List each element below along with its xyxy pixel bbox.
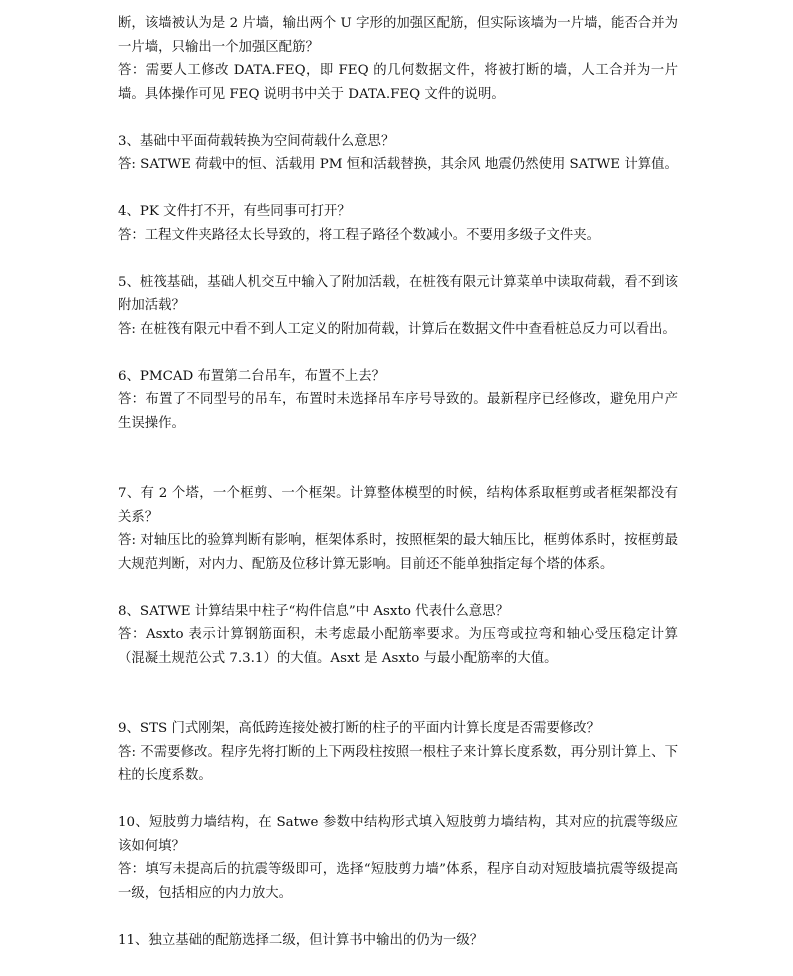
- question-text: 7、有 2 个塔，一个框剪、一个框架。计算整体模型的时候，结构体系取框剪或者框架都没有关系？: [118, 486, 678, 525]
- qa-block-11: [118, 929, 678, 953]
- answer-text: 答：工程文件夹路径太长导致的，将工程子路径个数减小。不要用多级子文件夹。: [118, 227, 601, 243]
- question-text: 6、PMCAD 布置第二台吊车，布置不上去？: [118, 368, 386, 384]
- question-text: 8、SATWE 计算结果中柱子“构件信息”中 Asxto 代表什么意思？: [118, 603, 509, 619]
- qa-block-8: [118, 600, 678, 671]
- qa-block-10: [118, 811, 678, 905]
- answer-text: 答: 在桩筏有限元中看不到人工定义的附加荷载，计算后在数据文件中查看桩总反力可以看出。: [118, 321, 676, 337]
- qa-block-9: [118, 717, 678, 788]
- question-text: 10、短肢剪力墙结构，在 Satwe 参数中结构形式填入短肢剪力墙结构，其对应的抗震等级应该如何填？: [118, 815, 678, 854]
- question-text: 4、PK 文件打不开，有些同事可打开？: [118, 204, 351, 219]
- qa-block-3: [118, 130, 678, 177]
- qa-block-4: [118, 200, 678, 247]
- question-text: 3、基础中平面荷载转换为空间荷载什么意思？: [118, 133, 395, 149]
- qa-block-continued: [118, 12, 678, 106]
- answer-text: 答: 对轴压比的验算判断有影响，框架体系时，按照框架的最大轴压比，框剪体系时，按框剪最大规范判断，对内力、配筋及位移计算无影响。目前还不能单独指定每个塔的体系。: [118, 533, 678, 572]
- answer-text: 答：填写未提高后的抗震等级即可，选择“短肢剪力墙”体系，程序自动对短肢墙抗震等级提高一级，包括相应的内力放大。: [118, 862, 678, 901]
- answer-text: 答: 不需要修改。程序先将打断的上下两段柱按照一根柱子来计算长度系数，再分别计算上、下柱的长度系数。: [118, 744, 678, 783]
- answer-text: 答: SATWE 荷载中的恒、活载用 PM 恒和活载替换，其余风 地震仍然使用 SATWE 计算值。: [118, 157, 678, 172]
- document-body: [118, 12, 678, 976]
- question-text: 5、桩筏基础，基础人机交互中输入了附加活载，在桩筏有限元计算菜单中读取荷载，看不到该附加活载？: [118, 274, 678, 313]
- qa-block-5: [118, 271, 678, 342]
- qa-block-7: [118, 482, 678, 576]
- question-text: 11、独立基础的配筋选择二级，但计算书中输出的仍为一级？: [118, 932, 484, 948]
- answer-text: 答：布置了不同型号的吊车，布置时未选择吊车序号导致的。最新程序已经修改，避免用户产生误操作。: [118, 392, 678, 431]
- qa-block-6: [118, 365, 678, 436]
- answer-text: 答：Asxto 表示计算钢筋面积，未考虑最小配筋率要求。为压弯或拉弯和轴心受压稳定计算（混凝土规范公式 7.3.1）的大值。Asxt 是 Asxto 与最小配筋率的大值。: [118, 627, 678, 666]
- answer-text: 答：需要人工修改 DATA.FEQ，即 FEQ 的几何数据文件，将被打断的墙，人工合并为一片墙。具体操作可见 FEQ 说明书中关于 DATA.FEQ 文件的说明。: [118, 63, 678, 102]
- question-text: 9、STS 门式刚架，高低跨连接处被打断的柱子的平面内计算长度是否需要修改？: [118, 721, 600, 736]
- question-text: 断，该墙被认为是 2 片墙，输出两个 U 字形的加强区配筋，但实际该墙为一片墙，能否合并为一片墙，只输出一个加强区配筋？: [118, 16, 678, 55]
